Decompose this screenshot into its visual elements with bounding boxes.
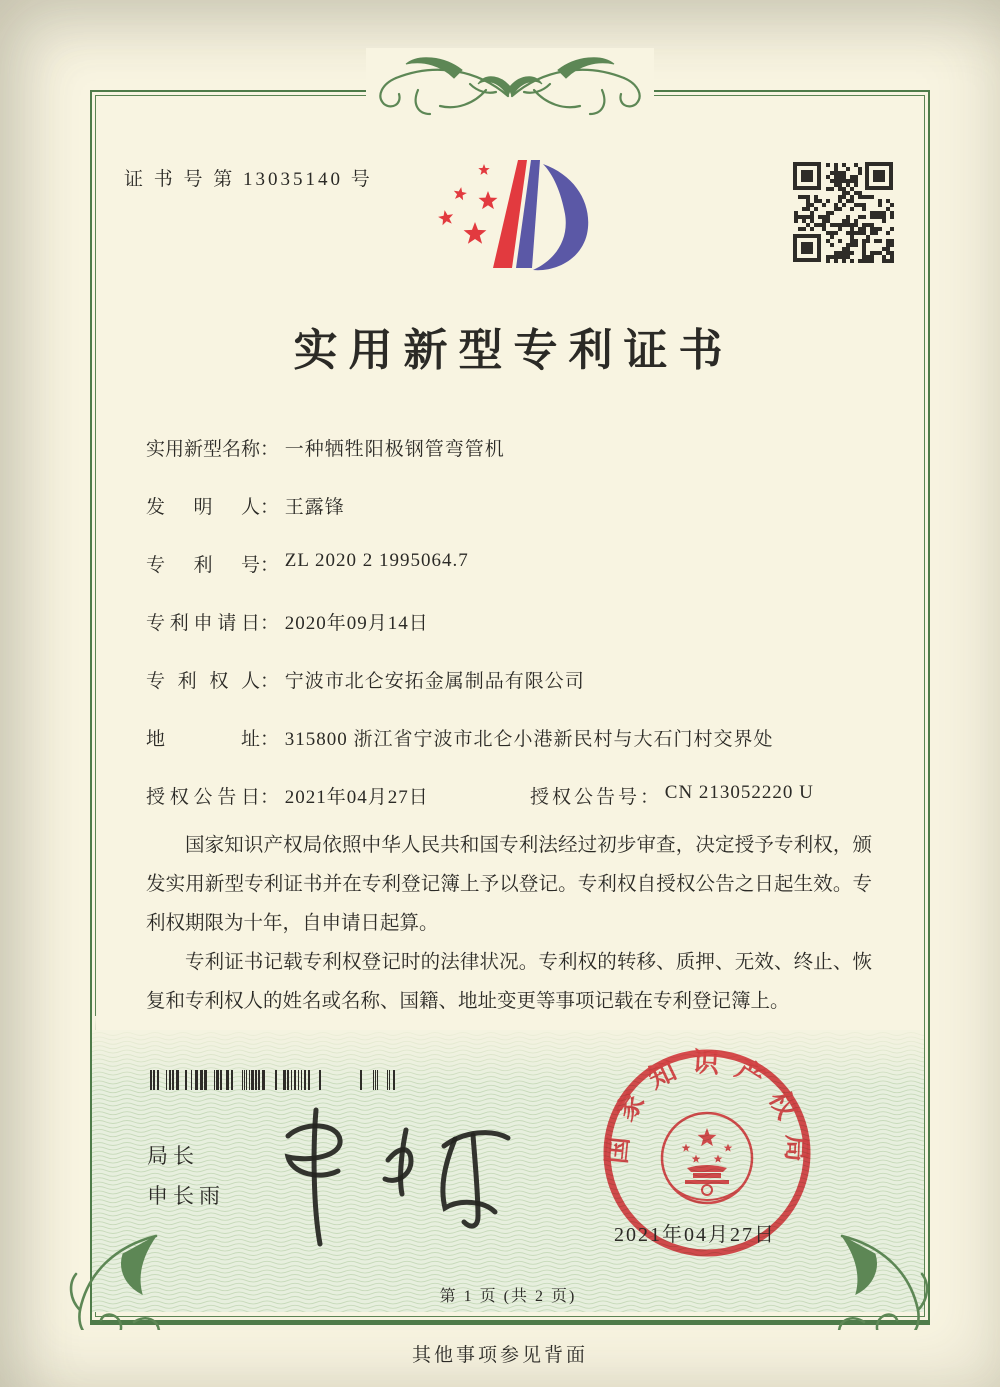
cnipa-patent-logo-icon (430, 154, 590, 285)
page-indicator: 第 1 页 (共 2 页) (439, 1288, 577, 1305)
field-inventor: 发明人： 王露锋 (146, 492, 345, 518)
certificate-title: 实用新型专利证书 (293, 326, 734, 375)
field-value: 315800 浙江省宁波市北仑小港新民村与大石门村交界处 (284, 729, 774, 750)
field-utility-model-name: 实用新型名称： 一种牺牲阳极钢管弯管机 (146, 434, 505, 460)
field-label: 授权公告号 (530, 787, 641, 808)
field-label: 授权公告日 (146, 787, 260, 808)
field-value: 一种牺牲阳极钢管弯管机 (284, 439, 505, 460)
field-grant-date: 授权公告日： 2021年04月27日 授权公告号： CN 213052220 U (146, 782, 814, 808)
field-value: 宁波市北仑安拓金属制品有限公司 (284, 671, 585, 692)
statutory-paragraph-2: 专利证书记载专利权登记时的法律状况。专利权的转移、质押、无效、终止、恢复和专利权人的姓名或名称、国籍、地址变更等事项记载在专利登记簿上。 (146, 952, 872, 1012)
director-name: 申长雨 (147, 1185, 225, 1208)
field-label: 发明人 (146, 497, 260, 518)
certificate-number: 证 书 号 第 13035140 号 (124, 169, 373, 190)
field-filing-date: 专利申请日： 2020年09月14日 (146, 608, 429, 634)
field-value: ZL 2020 2 1995064.7 (284, 550, 469, 571)
svg-text:国家知识产权局: 国家知识产权局 (601, 1046, 812, 1177)
field-patentee: 专利权人： 宁波市北仑安拓金属制品有限公司 (146, 666, 585, 692)
qr-code-icon (793, 162, 895, 269)
barcode-icon (150, 1070, 396, 1095)
border-ornament-top (366, 48, 654, 134)
field-patent-number: 专利号： ZL 2020 2 1995064.7 (146, 550, 469, 576)
field-address: 地址： 315800 浙江省宁波市北仑小港新民村与大石门村交界处 (146, 724, 774, 750)
field-label: 专利号 (146, 555, 260, 576)
field-label: 专利申请日 (146, 613, 260, 634)
statutory-paragraph-1: 国家知识产权局依照中华人民共和国专利法经过初步审查，决定授予专利权，颁发实用新型专利证书并在专利登记簿上予以登记。专利权自授权公告之日起生效。专利权期限为十年，自申请日起算。 (146, 835, 872, 934)
field-label: 专利权人 (146, 671, 260, 692)
field-label: 地址 (146, 729, 260, 750)
seal-date: 2021年04月27日 (614, 1224, 776, 1246)
field-label: 实用新型名称 (146, 439, 261, 460)
field-grant-number: 授权公告号： CN 213052220 U (530, 782, 814, 808)
field-value: 2020年09月14日 (284, 613, 429, 634)
statutory-text (146, 826, 872, 1021)
director-signature (258, 1094, 538, 1254)
field-value: 2021年04月27日 (284, 787, 429, 808)
back-note: 其他事项参见背面 (411, 1345, 588, 1366)
director-title-label: 局长 (147, 1145, 199, 1168)
field-value: 王露锋 (284, 497, 345, 518)
field-value: CN 213052220 U (664, 782, 814, 803)
